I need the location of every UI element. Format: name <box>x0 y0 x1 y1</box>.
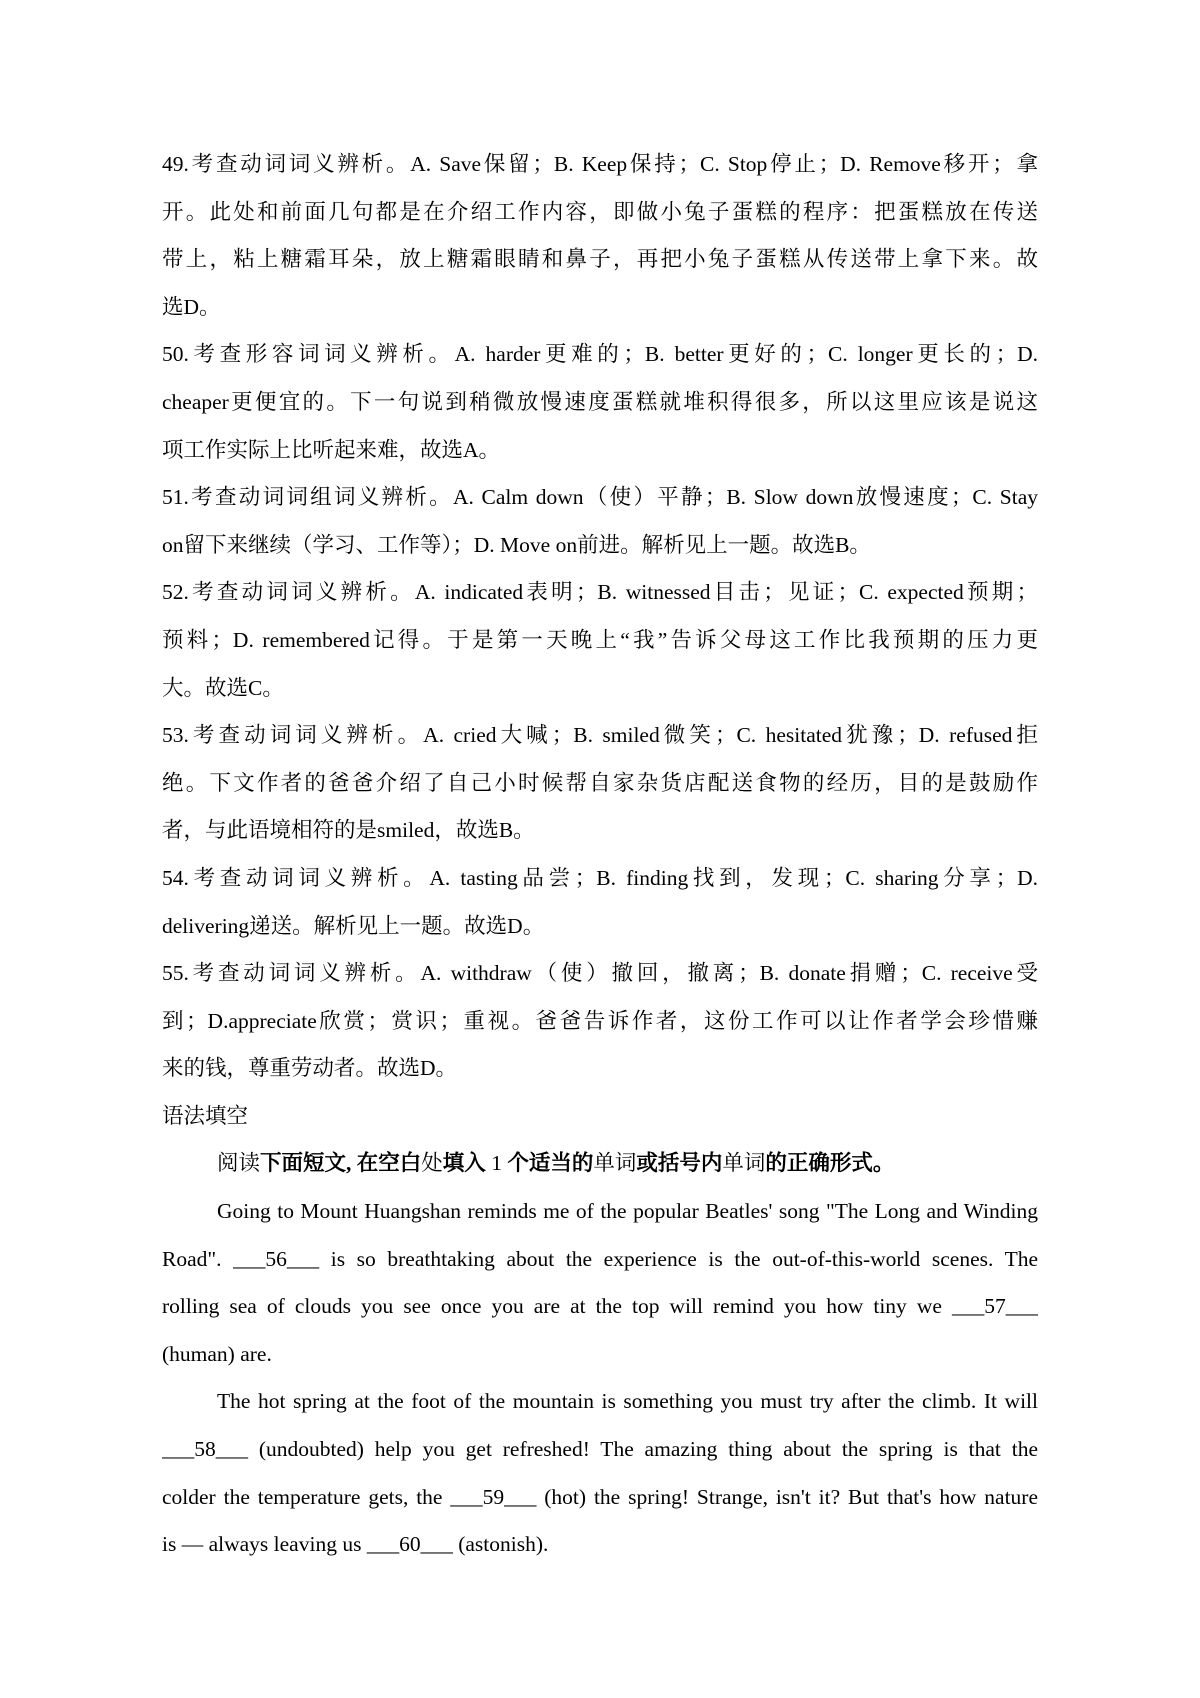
text-line: 49.考查动词词义辨析。A. Save保留；B. Keep保持；C. Stop停止；D. Remove移开；拿 <box>162 152 1038 176</box>
text-line: (human) are. <box>162 1341 272 1366</box>
section-title-grammar-fill <box>162 1093 1038 1141</box>
document-body <box>162 141 1038 1569</box>
text-line: 绝。下文作者的爸爸介绍了自己小时候帮自家杂货店配送食物的经历，目的是鼓励作 <box>162 770 1038 795</box>
text-line: 50.考查形容词词义辨析。A. harder更难的；B. better更好的；C. longer更长的；D. <box>162 342 1038 367</box>
text-line: 项工作实际上比听起来难，故选A。 <box>162 437 501 462</box>
bold-text-segment: 的正确形式。 <box>765 1151 895 1176</box>
text-line: ___58___ (undoubted) help you get refreshed! The amazing thing about the spring is that the <box>162 1437 1038 1462</box>
text-line: 53.考查动词词义辨析。A. cried大喊；B. smiled微笑；C. hesitated犹豫；D. refused拒 <box>162 723 1038 748</box>
text-line: The hot spring at the foot of the mountain is something you must try after the climb. It will <box>217 1389 1038 1414</box>
text-line: 语法填空 <box>162 1103 249 1128</box>
bold-text-segment: 个适当的 <box>507 1151 594 1176</box>
text-line: 52.考查动词词义辨析。A. indicated表明；B. witnessed目击；见证；C. expected预期； <box>162 580 1038 605</box>
answer-explanation-49 <box>162 141 1038 331</box>
bold-text-segment: 或括号内 <box>636 1151 723 1176</box>
text-line: Road". ___56___ is so breathtaking about the experience is the out-of-this-world scenes. The <box>162 1246 1038 1271</box>
text-line: 带上，粘上糖霜耳朵，放上糖霜眼睛和鼻子，再把小兔子蛋糕从传送带上拿下来。故 <box>162 247 1038 272</box>
answer-explanation-54 <box>162 855 1038 950</box>
answer-explanation-50 <box>162 331 1038 474</box>
text-line: 到；D.appreciate欣赏；赏识；重视。爸爸告诉作者，这份工作可以让作者学会珍惜赚 <box>162 1008 1038 1033</box>
answer-explanation-53 <box>162 712 1038 855</box>
text-line: 者，与此语境相符的是smiled，故选B。 <box>162 818 535 843</box>
text-segment: 1 <box>485 1151 508 1176</box>
answer-explanation-55 <box>162 950 1038 1093</box>
text-segment: 处 <box>421 1151 443 1176</box>
text-segment: 单词 <box>722 1151 766 1176</box>
text-line <box>162 1140 1038 1188</box>
text-line: 预料；D. remembered记得。于是第一天晚上“我”告诉父母这工作比我预期的压力更 <box>162 627 1038 652</box>
bold-text-segment: 下面短文, 在空白 <box>260 1151 422 1176</box>
text-line: 大。故选C。 <box>162 675 284 700</box>
text-segment: 单词 <box>593 1151 637 1176</box>
text-segment: 阅读 <box>217 1151 261 1176</box>
text-line: rolling sea of clouds you see once you are at the top will remind you how tiny we ___57___ <box>162 1294 1038 1319</box>
passage-paragraph-1 <box>162 1188 1038 1378</box>
text-line: 54.考查动词词义辨析。A. tasting品尝；B. finding找到，发现；C. sharing分享；D. <box>162 865 1038 890</box>
answer-explanation-51 <box>162 474 1038 569</box>
answer-explanation-52 <box>162 569 1038 712</box>
text-line: cheaper更便宜的。下一句说到稍微放慢速度蛋糕就堆积得很多，所以这里应该是说这 <box>162 389 1038 414</box>
bold-text-segment: 填入 <box>442 1151 486 1176</box>
instruction-line <box>162 1140 1038 1188</box>
text-line: 51.考查动词词组词义辨析。A. Calm down（使）平静；B. Slow down放慢速度；C. Stay <box>162 485 1038 510</box>
text-line: is — always leaving us ___60___ (astonish). <box>162 1532 549 1557</box>
text-line: delivering递送。解析见上一题。故选D。 <box>162 913 545 938</box>
text-line: on留下来继续（学习、工作等）；D. Move on前进。解析见上一题。故选B。 <box>162 532 871 557</box>
text-line: 开。此处和前面几句都是在介绍工作内容，即做小兔子蛋糕的程序：把蛋糕放在传送 <box>162 199 1038 224</box>
text-line: 选D。 <box>162 294 221 319</box>
text-line: colder the temperature gets, the ___59___ (hot) the spring! Strange, isn't it? But that's how nature <box>162 1484 1038 1509</box>
text-line: 55.考查动词词义辨析。A. withdraw（使）撤回，撤离；B. donate捐赠；C. receive受 <box>162 961 1038 986</box>
text-line: 来的钱，尊重劳动者。故选D。 <box>162 1056 458 1081</box>
passage-paragraph-2 <box>162 1378 1038 1568</box>
text-line: Going to Mount Huangshan reminds me of the popular Beatles' song "The Long and Winding <box>217 1199 1038 1224</box>
